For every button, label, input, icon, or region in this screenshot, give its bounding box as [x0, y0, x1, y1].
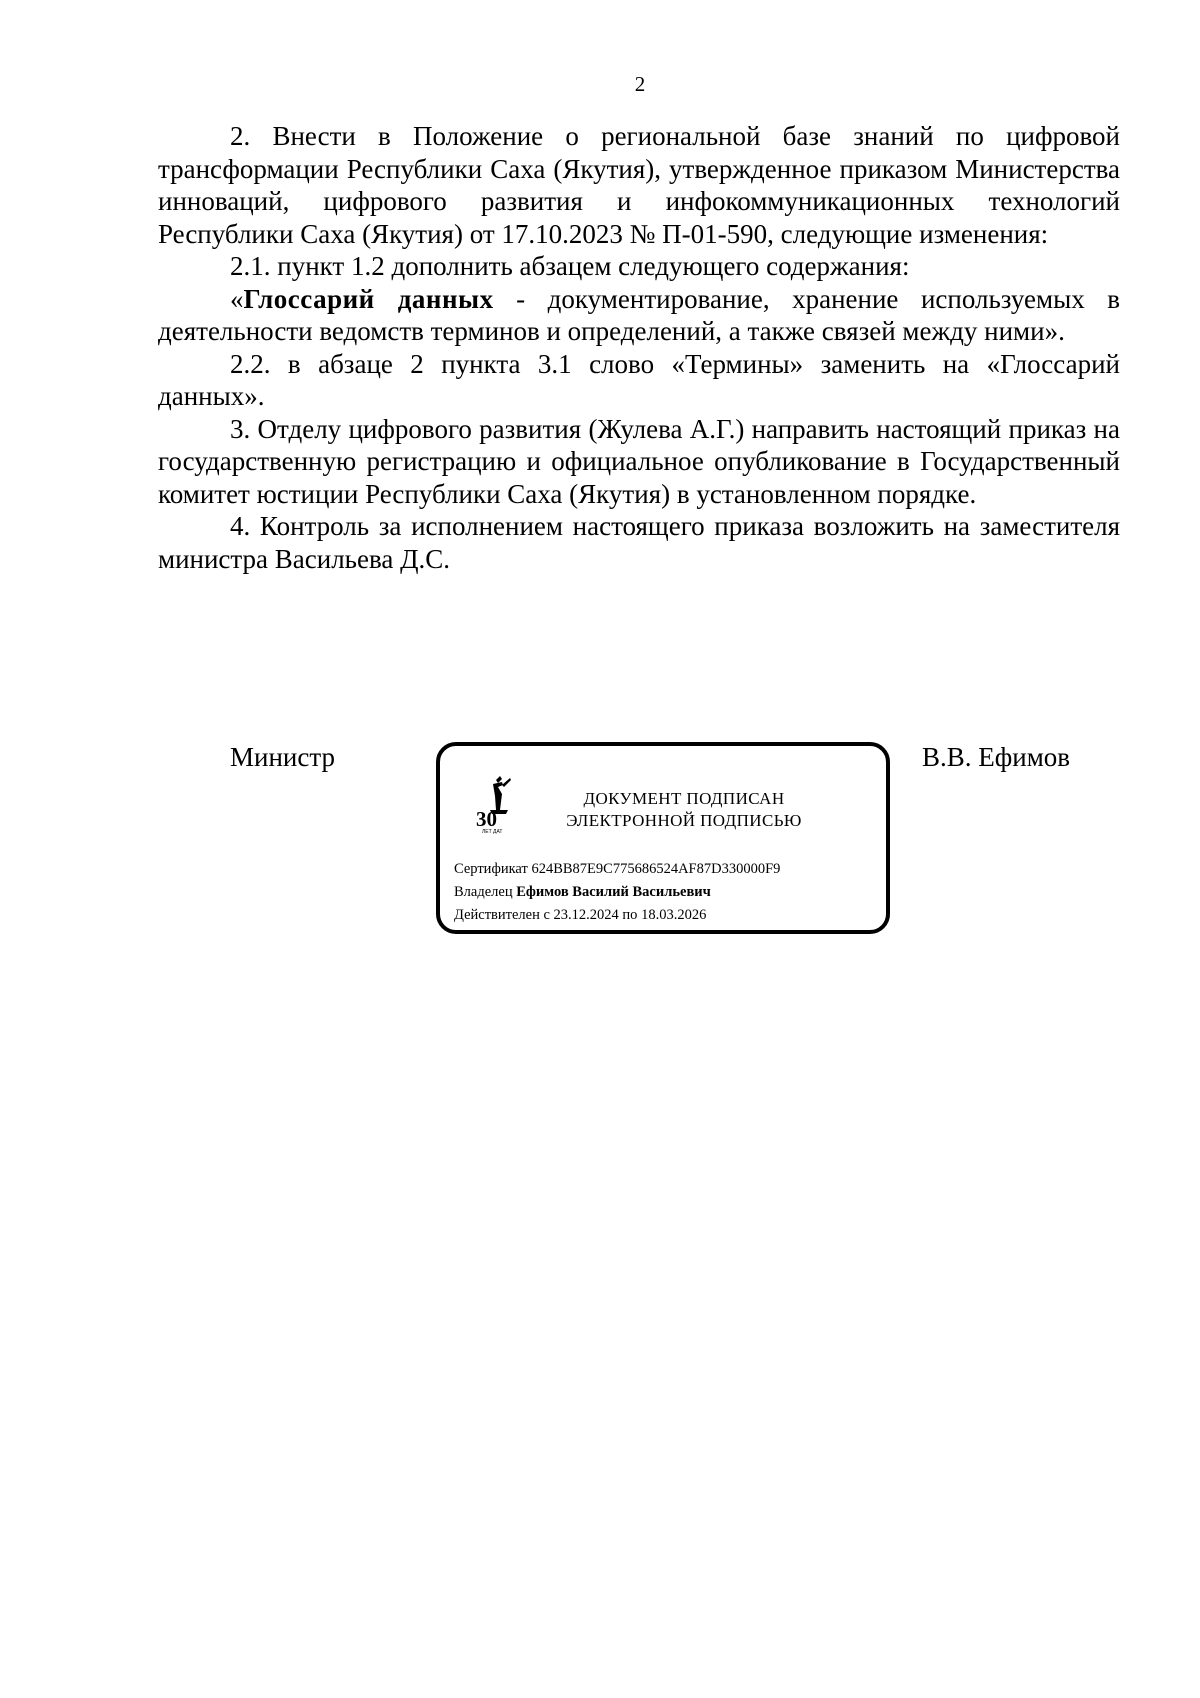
page-number: 2 [634, 72, 646, 96]
glossary-definition-text: - документирование, хранение используемых в деятельности ведомств терминов и определений, а также связей между ними». [158, 283, 1121, 346]
electronic-signature-stamp [436, 742, 890, 934]
validity-label: Действителен с [454, 907, 550, 923]
paragraph-glossary-definition [158, 283, 1120, 348]
paragraph-item-3: 3. Отделу цифрового развития (Жулева А.Г.) направить настоящий приказ на государственную регистрацию и официальное опубликование в Государственный комитет юстиции Республики Саха (Якутия) в установленном порядке. [158, 413, 1120, 509]
stamp-details [454, 858, 780, 927]
stamp-heading-line-2: ЭЛЕКТРОННОЙ ПОДПИСЬЮ [566, 811, 802, 830]
paragraph-item-2: 2. Внести в Положение о региональной базе знаний по цифровой трансформации Республики Саха (Якутия), утвержденное приказом Министерства инноваций, цифрового развития и инфокоммуникационных технологий Республики Саха (Якутия) от 17.10.2023 № П-01-590, следующие изменения: [158, 121, 1120, 249]
signatory-position: Министр [230, 742, 335, 772]
glossary-term: Глоссарий данных [243, 283, 494, 314]
stamp-heading-line-1: ДОКУМЕНТ ПОДПИСАН [583, 789, 785, 808]
open-quote: « [230, 283, 244, 314]
stamp-heading [540, 788, 828, 832]
certificate-label: Сертификат [454, 861, 528, 877]
svg-text:30: 30 [476, 807, 497, 831]
paragraph-item-2-2: 2.2. в абзаце 2 пункта 3.1 слово «Термины» заменить на «Глоссарий данных». [158, 348, 1120, 411]
owner-value: Ефимов Василий Васильевич [516, 884, 711, 900]
signatory-name: В.В. Ефимов [922, 742, 1071, 772]
owner-label: Владелец [454, 884, 513, 900]
validity-row [454, 904, 780, 927]
validity-to-label: по [622, 907, 638, 923]
svg-text:ЛЕТ ДАТ: ЛЕТ ДАТ [482, 829, 503, 834]
certificate-value: 624BB87E9C775686524AF87D330000F9 [531, 861, 781, 877]
document-body [158, 120, 1120, 575]
paragraph-item-2-1: 2.1. пункт 1.2 дополнить абзацем следующего содержания: [230, 251, 910, 281]
certificate-row [454, 858, 780, 881]
anniversary-emblem-icon [476, 774, 520, 834]
owner-row [454, 881, 780, 904]
valid-to: 18.03.2026 [641, 907, 707, 923]
paragraph-item-4: 4. Контроль за исполнением настоящего приказа возложить на заместителя министра Васильева Д.С. [158, 511, 1120, 574]
valid-from: 23.12.2024 [553, 907, 619, 923]
